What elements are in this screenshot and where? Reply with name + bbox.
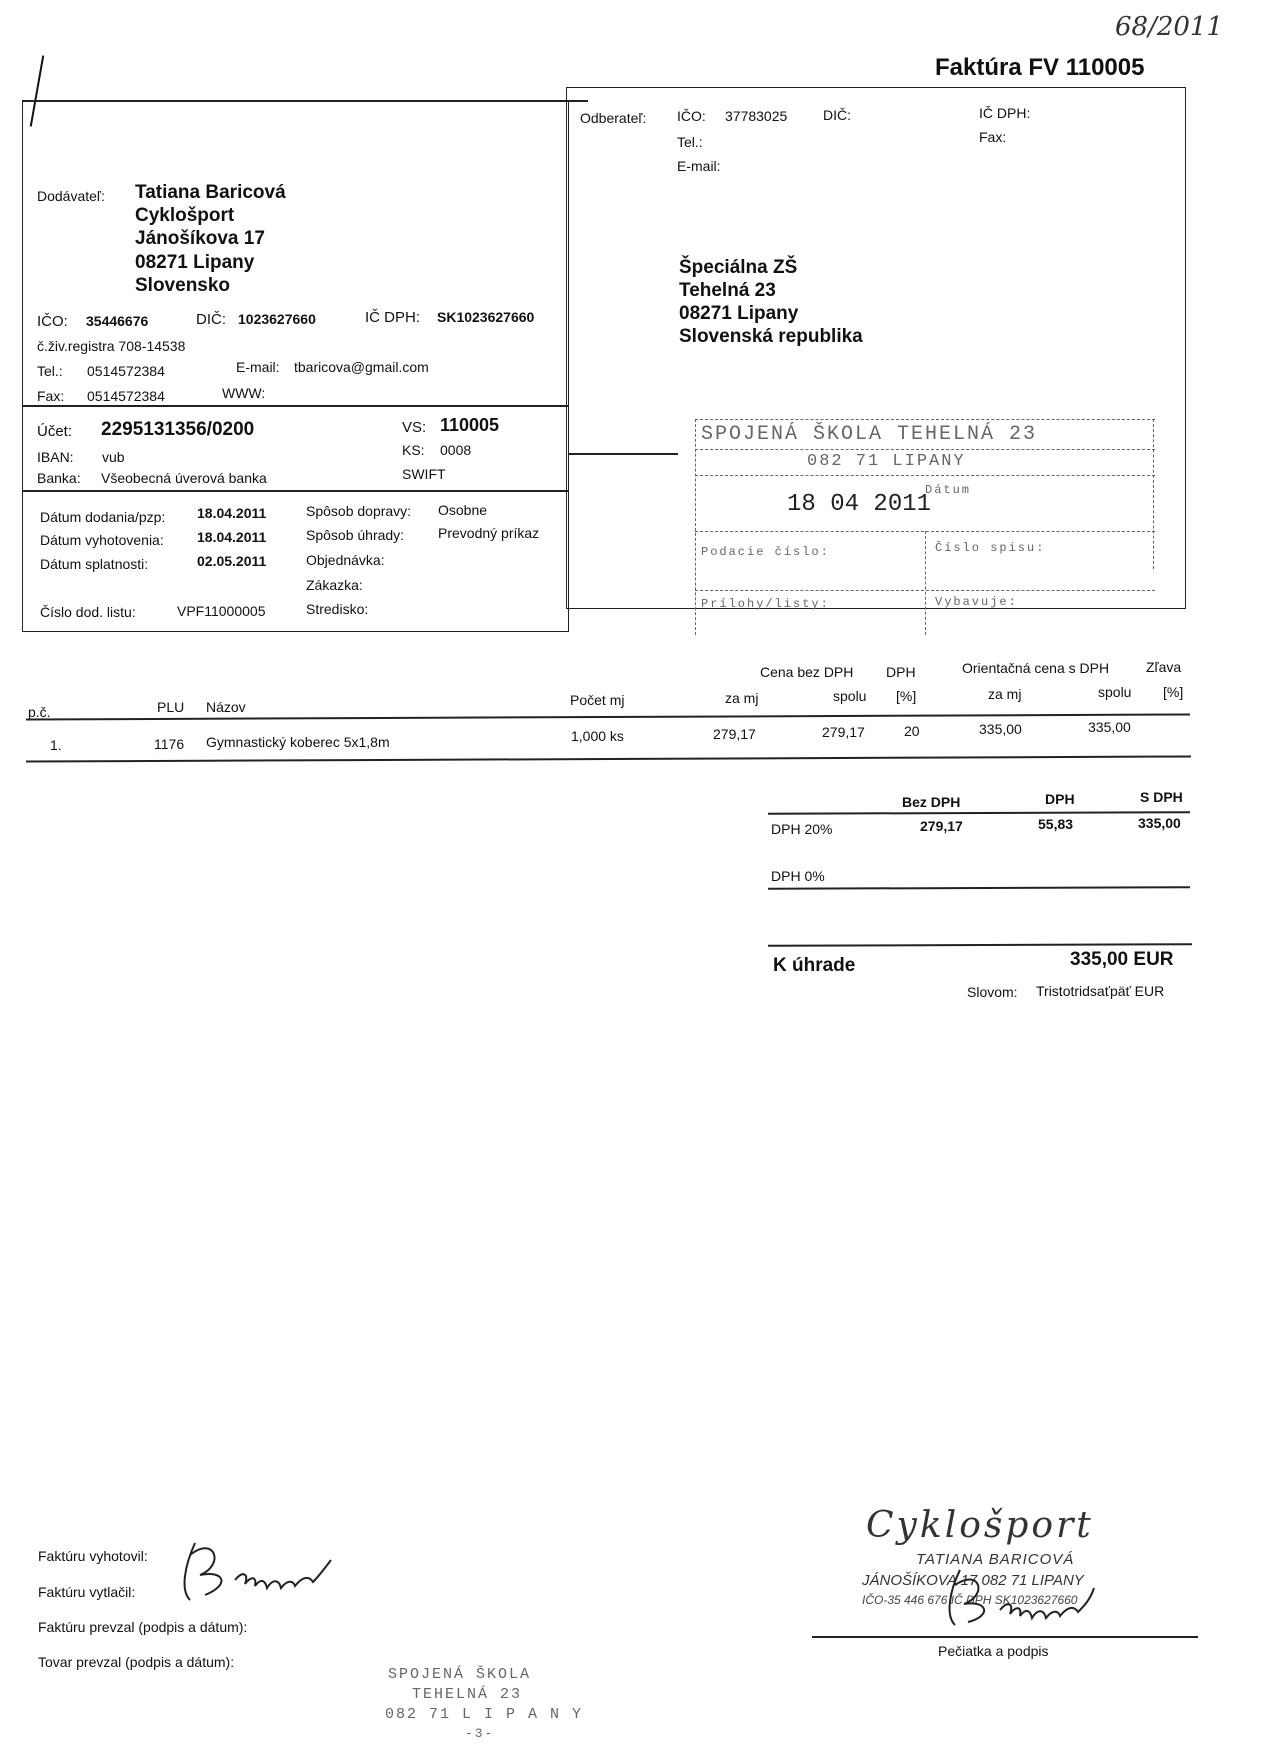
vat-r1-total: 335,00 xyxy=(1138,815,1181,831)
vat-r1-vat: 55,83 xyxy=(1038,816,1074,832)
supplier-country: Slovensko xyxy=(135,275,231,296)
printed-by-label: Faktúru vytlačil: xyxy=(38,1584,136,1600)
payment-value: Prevodný príkaz xyxy=(438,525,540,541)
vat-bottom-line xyxy=(768,886,1190,889)
customer-label: Odberateľ: xyxy=(580,110,647,126)
transport-label: Spôsob dopravy: xyxy=(306,503,412,519)
supplier-fax: 0514572384 xyxy=(87,388,165,404)
col-group-orient: Orientačná cena s DPH xyxy=(962,660,1110,676)
col-pct: [%] xyxy=(896,688,917,704)
supplier-tel: 0514572384 xyxy=(87,363,165,379)
school-stamp-line1: SPOJENÁ ŠKOLA xyxy=(388,1666,532,1683)
supplier-email-label: E-mail: xyxy=(236,359,280,375)
customer-street: Tehelná 23 xyxy=(679,280,776,301)
customer-separator xyxy=(568,453,678,455)
vs-label: VS: xyxy=(402,419,427,436)
issue-date-label: Dátum vyhotovenia: xyxy=(40,532,164,548)
delivery-note: VPF11000005 xyxy=(177,603,266,619)
vat-head-total: S DPH xyxy=(1140,789,1183,805)
received-stamp-line1: SPOJENÁ ŠKOLA TEHELNÁ 23 xyxy=(701,423,1038,446)
customer-tel-label: Tel.: xyxy=(677,134,703,150)
row-plu: 1176 xyxy=(154,736,185,752)
iban-label: IBAN: xyxy=(37,449,74,465)
issuer-signature xyxy=(170,1525,360,1605)
col-ounit: za mj xyxy=(988,686,1022,702)
issue-date: 18.04.2011 xyxy=(197,529,267,545)
col-group-discount: Zľava xyxy=(1146,659,1182,675)
supplier-street: Jánošíkova 17 xyxy=(135,228,265,249)
received-stamp xyxy=(695,405,1155,635)
delivery-note-label: Číslo dod. listu: xyxy=(40,604,136,620)
vat-r1-base: 279,17 xyxy=(920,818,963,834)
total-line xyxy=(768,943,1192,946)
customer-email-label: E-mail: xyxy=(677,158,721,174)
supplier-icdph-label: IČ DPH: xyxy=(365,309,421,326)
table-header-line xyxy=(26,713,1190,720)
supplier-dic-label: DIČ: xyxy=(196,311,226,328)
col-group-vat: DPH xyxy=(886,664,916,680)
col-plu: PLU xyxy=(157,699,185,715)
words-label: Slovom: xyxy=(967,984,1018,1000)
supplier-name: Tatiana Baricová xyxy=(135,182,286,203)
bank-label: Banka: xyxy=(37,470,81,486)
total-label: K úhrade xyxy=(773,955,856,976)
row-name: Gymnastický koberec 5x1,8m xyxy=(206,734,390,750)
bank-separator xyxy=(22,405,568,407)
supplier-company: Cyklošport xyxy=(135,205,235,226)
vat-head-vat: DPH xyxy=(1045,791,1075,807)
supplier-label: Dodávateľ: xyxy=(37,188,105,204)
delivery-date-label: Dátum dodania/pzp: xyxy=(40,509,166,525)
col-ototal: spolu xyxy=(1098,684,1132,700)
customer-ico: 37783025 xyxy=(725,108,788,124)
received-stamp-att-label: Prílohy/listy: xyxy=(701,597,830,611)
delivery-date: 18.04.2011 xyxy=(197,505,267,521)
dates-separator xyxy=(22,490,568,492)
row-total: 279,17 xyxy=(822,724,865,740)
customer-city: 08271 Lipany xyxy=(679,303,799,324)
supplier-icdph: SK1023627660 xyxy=(437,309,535,325)
company-stamp-line3: IČO-35 446 676 IČ DPH SK1023627660 xyxy=(862,1593,1078,1607)
supplier-email: tbaricova@gmail.com xyxy=(294,359,429,375)
words-value: Tristotridsaťpäť EUR xyxy=(1036,983,1165,999)
center-label: Stredisko: xyxy=(306,601,369,617)
col-total: spolu xyxy=(833,688,867,704)
ks-label: KS: xyxy=(402,442,425,458)
vat-head-base: Bez DPH xyxy=(902,794,961,810)
school-stamp-line4: -3- xyxy=(465,1726,495,1741)
contract-label: Zákazka: xyxy=(306,577,363,593)
total-amount: 335,00 EUR xyxy=(1070,949,1174,970)
received-stamp-file-label: Číslo spisu: xyxy=(935,541,1046,555)
received-stamp-date-label: Dátum xyxy=(925,483,972,497)
signature-line xyxy=(812,1636,1198,1638)
supplier-register: č.živ.registra 708-14538 xyxy=(37,338,186,354)
supplier-dic: 1023627660 xyxy=(238,311,316,327)
col-no: p.č. xyxy=(28,704,51,720)
goods-by-label: Tovar prevzal (podpis a dátum): xyxy=(38,1654,235,1670)
row-ototal: 335,00 xyxy=(1088,719,1131,735)
supplier-tel-label: Tel.: xyxy=(37,363,63,379)
account-number: 2295131356/0200 xyxy=(101,419,255,440)
account-label: Účet: xyxy=(37,423,73,440)
received-stamp-date: 18 04 2011 xyxy=(787,491,932,518)
supplier-ico-label: IČO: xyxy=(37,313,68,330)
vs-value: 110005 xyxy=(440,415,500,435)
school-stamp-line3: 082 71 L I P A N Y xyxy=(385,1706,584,1723)
iban-value: vub xyxy=(102,449,125,465)
received-stamp-reg-label: Podacie číslo: xyxy=(701,545,830,559)
row-vat: 20 xyxy=(904,723,920,739)
ks-value: 0008 xyxy=(440,442,472,458)
received-stamp-line2: 082 71 LIPANY xyxy=(807,452,966,471)
vat-r1-label: DPH 20% xyxy=(771,821,833,837)
transport-value: Osobne xyxy=(438,502,488,518)
row-no: 1. xyxy=(50,737,62,753)
vat-r2-label: DPH 0% xyxy=(771,868,825,884)
supplier-www-label: WWW: xyxy=(222,385,266,401)
stamp-signature-label: Pečiatka a podpis xyxy=(938,1643,1049,1659)
customer-country: Slovenská republika xyxy=(679,326,863,347)
received-by-label: Faktúru prevzal (podpis a dátum): xyxy=(38,1619,248,1635)
company-stamp-logo: Cyklošport xyxy=(866,1505,1094,1546)
table-bottom-line xyxy=(26,755,1191,762)
col-group-price: Cena bez DPH xyxy=(760,664,854,680)
row-ounit: 335,00 xyxy=(979,721,1022,737)
vat-head-line xyxy=(768,811,1190,814)
supplier-ico: 35446676 xyxy=(86,313,149,329)
school-stamp-line2: TEHELNÁ 23 xyxy=(412,1686,523,1703)
received-stamp-handler-label: Vybavuje: xyxy=(935,595,1018,609)
row-unit: 279,17 xyxy=(713,726,756,742)
issued-by-label: Faktúru vyhotovil: xyxy=(38,1548,148,1564)
due-date: 02.05.2011 xyxy=(197,553,267,569)
supplier-fax-label: Fax: xyxy=(37,388,65,404)
col-unit: za mj xyxy=(725,690,759,706)
customer-icdph-label: IČ DPH: xyxy=(979,105,1031,121)
company-stamp-line1: TATIANA BARICOVÁ xyxy=(916,1551,1075,1568)
customer-name: Špeciálna ZŠ xyxy=(679,257,798,278)
company-signature xyxy=(930,1560,1130,1630)
customer-ico-label: IČO: xyxy=(677,108,706,124)
handwritten-reference: 68/2011 xyxy=(1115,12,1224,42)
bank-name: Všeobecná úverová banka xyxy=(101,470,267,486)
payment-label: Spôsob úhrady: xyxy=(306,527,405,543)
col-name: Názov xyxy=(206,699,246,715)
swift-label: SWIFT xyxy=(402,466,446,482)
company-stamp-line2: JÁNOŠÍKOVA 17 082 71 LIPANY xyxy=(862,1572,1084,1589)
invoice-title: Faktúra FV 110005 xyxy=(935,54,1145,81)
supplier-city: 08271 Lipany xyxy=(135,252,255,273)
col-dpct: [%] xyxy=(1163,684,1184,700)
due-date-label: Dátum splatnosti: xyxy=(40,556,149,572)
col-qty: Počet mj xyxy=(570,692,625,708)
customer-dic-label: DIČ: xyxy=(823,107,851,123)
customer-fax-label: Fax: xyxy=(979,129,1007,145)
row-qty: 1,000 ks xyxy=(571,728,624,744)
order-label: Objednávka: xyxy=(306,552,385,568)
